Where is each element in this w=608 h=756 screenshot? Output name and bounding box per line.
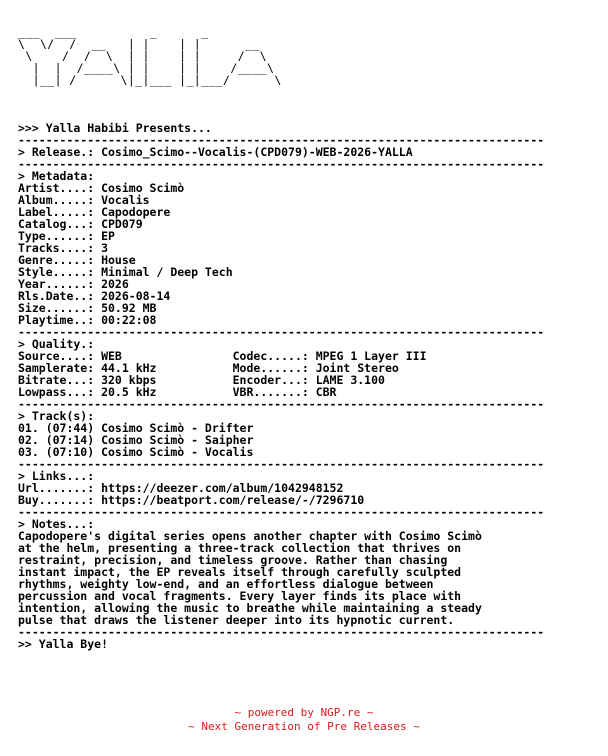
release-name: > Release.: Cosimo_Scimo--Vocalis-(CPD079)-WEB-2026-YALLA: [18, 145, 413, 159]
notes-line: instant impact, the EP reveals itself through carefully sculpted: [18, 565, 462, 579]
divider: ----------------------------------------------------------------------------: [18, 158, 545, 170]
metadata-row: Album.....: Vocalis: [18, 193, 150, 207]
footer-tagline: ~ Next Generation of Pre Releases ~: [188, 720, 420, 733]
logo-line: ___ ___ _ _: [18, 25, 297, 39]
metadata-row: Tracks....: 3: [18, 241, 109, 255]
logo-line: |__| / \|_|___ |_|___/ \: [18, 73, 282, 87]
notes-line: at the helm, presenting a three-track collection that thrives on: [18, 541, 462, 555]
divider: ----------------------------------------------------------------------------: [18, 326, 545, 338]
metadata-row: Catalog...: CPD079: [18, 217, 143, 231]
tracks-header: > Track(s):: [18, 409, 95, 423]
link-row-buy[interactable]: Buy.......: https://beatport.com/release/-/7296710: [18, 493, 365, 507]
divider: ----------------------------------------------------------------------------: [18, 134, 545, 146]
divider: ----------------------------------------------------------------------------: [18, 398, 545, 410]
metadata-row: Playtime..: 00:22:08: [18, 313, 157, 327]
metadata-row: Artist....: Cosimo Scimò: [18, 181, 185, 195]
metadata-row: Rls.Date..: 2026-08-14: [18, 289, 171, 303]
nfo-document: [18, 26, 544, 650]
metadata-row: Size......: 50.92 MB: [18, 301, 157, 315]
footer-powered-by[interactable]: ~ powered by NGP.re ~: [234, 706, 374, 719]
track-row: 03. (07:10) Cosimo Scimò - Vocalis: [18, 445, 254, 459]
links-header: > Links...:: [18, 469, 95, 483]
track-row: 01. (07:44) Cosimo Scimò - Drifter: [18, 421, 254, 435]
metadata-row: Type......: EP: [18, 229, 115, 243]
outro-line: >> Yalla Bye!: [18, 637, 109, 651]
metadata-row: Genre.....: House: [18, 253, 136, 267]
notes-header: > Notes...:: [18, 517, 95, 531]
metadata-row: Label.....: Capodopere: [18, 205, 171, 219]
link-row-url[interactable]: Url.......: https://deezer.com/album/1042948152: [18, 481, 344, 495]
quality-row: Lowpass...: 20.5 kHz VBR.......: CBR: [18, 385, 337, 399]
quality-row: Source....: WEB Codec.....: MPEG 1 Layer III: [18, 349, 427, 363]
metadata-row: Style.....: Minimal / Deep Tech: [18, 265, 233, 279]
metadata-header: > Metadata:: [18, 169, 95, 183]
divider: ----------------------------------------------------------------------------: [18, 458, 545, 470]
track-row: 02. (07:14) Cosimo Scimò - Saipher: [18, 433, 254, 447]
logo-line: | | /____\ | | | | /____\: [18, 61, 282, 75]
notes-line: restraint, precision, and timeless groove. Rather than chasing: [18, 553, 448, 567]
quality-row: Bitrate...: 320 kbps Encoder...: LAME 3.100: [18, 373, 385, 387]
quality-row: Samplerate: 44.1 kHz Mode......: Joint Stereo: [18, 361, 399, 375]
yalla-ascii-logo: [18, 26, 544, 86]
logo-line: \ \/ / __ | | | | __: [18, 37, 282, 51]
notes-line: Capodopere's digital series opens another chapter with Cosimo Scimò: [18, 529, 482, 543]
notes-line: percussion and vocal fragments. Every layer finds its place with: [18, 589, 462, 603]
notes-line: pulse that draws the listener deeper into its hypnotic current.: [18, 613, 455, 627]
divider: ----------------------------------------------------------------------------: [18, 626, 545, 638]
notes-line: rhythms, weighty low-end, and an effortless dialogue between: [18, 577, 434, 591]
logo-line: \ / / \ | | | | / \: [18, 49, 282, 63]
divider: ----------------------------------------------------------------------------: [18, 506, 545, 518]
quality-header: > Quality.:: [18, 337, 95, 351]
metadata-row: Year......: 2026: [18, 277, 129, 291]
notes-line: intention, allowing the music to breathe while maintaining a steady: [18, 601, 482, 615]
intro-line: >>> Yalla Habibi Presents...: [18, 121, 212, 135]
